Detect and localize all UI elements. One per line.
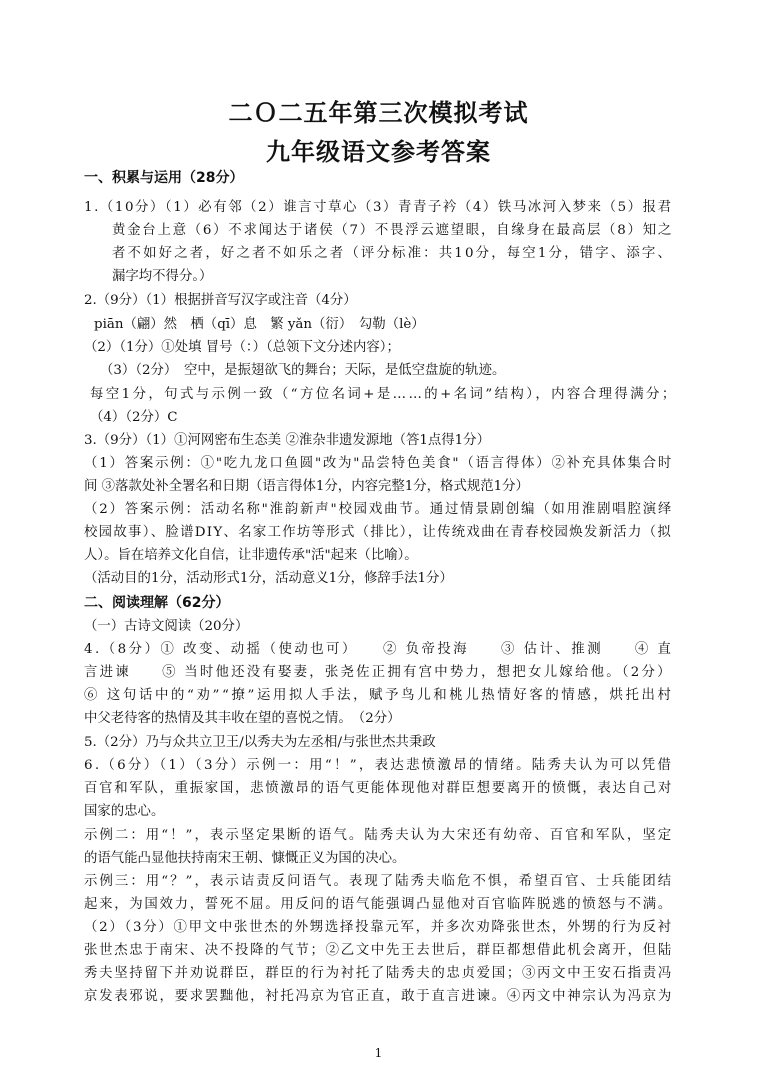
- answer-line: 人）。旨在培养文化自信，让非遗传承"活"起来（比喻）。: [84, 548, 418, 563]
- answer-line: 张世杰忠于南宋、决不投降的气节；②乙文中先王去世后，群臣都想借此机会离开，但陆: [84, 943, 673, 958]
- answer-line: ⑥ 这句话中的“劝”“撩”运用拟人手法，赋予鸟儿和桃儿热情好客的情感，烘托出村: [84, 688, 674, 703]
- answer-line: 每空1分，句式与示例一致（“方位名词+是……的+名词”结构），内容合理得满分；: [90, 387, 678, 402]
- section-heading: 一、积累与运用（28分）: [84, 170, 244, 186]
- answer-line: 言进谏 ⑤ 当时他还没有娶妻，张尧佐正拥有宫中势力，想把女儿嫁给他。（2分）: [84, 665, 673, 680]
- answer-line: 国家的忠心。: [84, 804, 165, 819]
- answer-line: 1.（10分）（1）必有邻（2）谁言寸草心（3）青青子衿（4）铁马冰河入梦来（5）报君: [84, 200, 673, 215]
- answer-line: （活动目的1分，活动形式1分，活动意义1分，修辞手法1分）: [84, 571, 453, 586]
- section-heading: 二、阅读理解（62分）: [84, 595, 230, 611]
- answer-line: （3）（2分） 空中，是振翅欲飞的舞台；天际，是低空盘旋的轨迹。: [100, 363, 506, 378]
- answer-line: 黄金台上意（6）不求闻达于诸侯（7）不畏浮云遮望眼，自缘身在最高层（8）知之: [112, 223, 673, 238]
- answer-line: 漏字均不得分。）: [112, 269, 213, 284]
- answer-line: （2）答案示例：活动名称"淮韵新声"校园戏曲节。通过情景剧创编（如用淮剧唱腔演绎: [84, 502, 674, 517]
- answer-line: piān（翩）然 栖（qī）息 繁 yǎn（衍） 勾勒（lè）: [94, 317, 425, 332]
- answer-line: 示例二：用“！”，表示坚定果断的语气。陆秀夫认为大宋还有幼帝、百官和军队，坚定: [84, 828, 674, 843]
- answer-line: （2）（3分）①甲文中张世杰的外甥选择投靠元军，并多次劝降张世杰，外甥的行为反衬: [84, 920, 673, 935]
- document-subtitle: 九年级语文参考答案: [266, 138, 491, 166]
- answer-line: 5.（2分）乃与众共立卫王/以秀夫为左丞相/与张世杰共秉政: [84, 735, 436, 750]
- answer-line: 起来，为国效力，誓死不屈。用反问的语气能强调凸显他对百官临阵脱逃的愤怒与不满。: [84, 897, 673, 912]
- answer-line: 校园故事）、脸谱DIY、名家工作坊等形式（排比），让传统戏曲在青春校园焕发新活力（拟: [84, 525, 673, 540]
- answer-line: 的语气能凸显他扶持南宋王朝、慷慨正义为国的决心。: [84, 851, 406, 866]
- answer-line: （4）（2分）C: [90, 410, 178, 425]
- answer-line: 4.（8分）① 改变、动摇（使动也可） ② 负帝投海 ③ 估计、推测 ④ 直: [84, 642, 674, 657]
- answer-line: （2）（1分）①处填 冒号（：）（总领下文分述内容）；: [84, 340, 400, 355]
- answer-line: 百官和军队，重振家国，悲愤激昂的语气更能体现他对群臣想要离开的愤慨，表达自己对: [84, 781, 673, 796]
- answer-line: 中父老待客的热情及其丰收在望的喜悦之情。 （2分）: [84, 711, 401, 726]
- answer-line: 3.（9分）（1）①河网密布生态美 ②淮杂非遗发源地（答1点得1分）: [84, 433, 490, 448]
- answer-line: （1）答案示例：①"吃九龙口鱼圆"改为"品尝特色美食"（语言得体）②补充具体集合时: [84, 456, 674, 471]
- answer-line: （一）古诗文阅读（20分）: [84, 619, 249, 634]
- answer-line: 秀夫坚持留下并劝说群臣，群臣的行为衬托了陆秀夫的忠贞爱国；③丙文中王安石指责冯: [84, 966, 673, 981]
- document-title: 二Ｏ二五年第三次模拟考试: [228, 99, 529, 127]
- page-number: 1: [374, 1046, 383, 1060]
- answer-line: 示例三：用“？”，表示诘责反问语气。表现了陆秀夫临危不惧，希望百官、士兵能团结: [84, 874, 674, 889]
- answer-line: 6.（6分）（1）（3分）示例一：用“！”，表达悲愤激昂的情绪。陆秀夫认为可以凭借: [84, 758, 674, 773]
- answer-line: 京发表邪说，要求罢黜他，衬托冯京为官正直，敢于直言进谏。④丙文中神宗认为冯京为: [84, 989, 673, 1004]
- answer-line: 2.（9分）（1）根据拼音写汉字或注音（4分）: [84, 293, 357, 308]
- answer-line: 间 ③落款处补全署名和日期（语言得体1分，内容完整1分，格式规范1分）: [84, 479, 529, 494]
- answer-line: 者不如好之者，好之者不如乐之者（评分标准：共10分，每空1分，错字、添字、: [112, 246, 674, 261]
